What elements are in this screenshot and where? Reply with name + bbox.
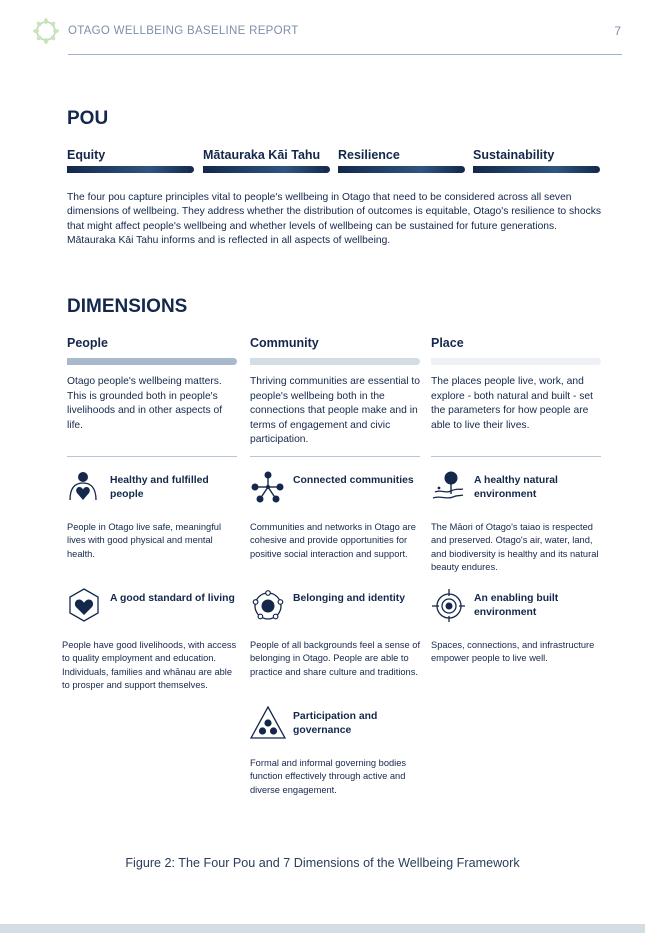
column-bar xyxy=(67,358,237,365)
pou-matauraka xyxy=(203,148,330,173)
column-description: Thriving communities are essential to people's wellbeing both in the connections that people make and in terms of engagement and civic participation. xyxy=(250,376,420,446)
pou-label: Mātauraka Kāi Tahu xyxy=(203,148,321,162)
column-label: Place xyxy=(431,336,464,350)
footer-band xyxy=(0,924,645,933)
pou-label: Sustainability xyxy=(473,148,555,162)
pou-bar xyxy=(67,166,194,173)
network-nodes-icon xyxy=(250,470,284,504)
dimension-description: Spaces, connections, and infrastructure empower people to live well. xyxy=(431,640,595,664)
wreath-logo-icon xyxy=(33,18,59,44)
column-divider xyxy=(250,456,420,457)
dimension-title: Connected communities xyxy=(293,475,414,486)
column-label: Community xyxy=(250,336,319,350)
column-bar xyxy=(250,358,420,365)
pou-bar xyxy=(203,166,330,173)
column-bar xyxy=(431,358,601,365)
pou-sustainability xyxy=(473,148,600,173)
page-number: 7 xyxy=(614,24,621,38)
triangle-people-icon xyxy=(250,706,284,740)
column-description: The places people live, work, and explore - both natural and built - set the parameters for how people are able to live their lives. xyxy=(431,376,593,431)
dimensions-heading: DIMENSIONS xyxy=(67,296,188,317)
dimension-title: Participation and governance xyxy=(293,711,378,736)
header-divider xyxy=(68,54,622,55)
pou-label: Resilience xyxy=(338,148,400,162)
dimension-description: Formal and informal governing bodies function effectively through active and diverse engagement. xyxy=(250,758,407,795)
tree-landscape-icon xyxy=(431,470,465,504)
column-description: Otago people's wellbeing matters. This is grounded both in people's livelihoods and in other aspects of life. xyxy=(67,376,223,431)
dimension-column-people xyxy=(67,336,237,433)
target-crosshair-icon xyxy=(431,588,465,622)
dimension-description: The Māori of Otago's taiao is respected and preserved. Otago's air, water, land, and biodiversity is healthy and its natural beauty endures. xyxy=(431,522,599,573)
pou-description: The four pou capture principles vital to people's wellbeing in Otago that need to be considered across all seven dimensions of wellbeing. They address whether the distribution of outcomes is equitable, Otago's resilience to shocks that might affect people's wellbeing and whether levels of wellbeing can be sustained for future generations. Mātauraka Kāi Tahu informs and is reflected in all aspects of wellbeing. xyxy=(67,192,602,247)
report-title: OTAGO WELLBEING BASELINE REPORT xyxy=(68,25,299,37)
dimension-description: People of all backgrounds feel a sense of belonging in Otago. People are able to practice and share culture and traditions. xyxy=(250,640,421,677)
pou-heading: POU xyxy=(67,108,109,129)
pou-equity xyxy=(67,148,194,173)
pou-bar xyxy=(338,166,465,173)
circle-ring-icon xyxy=(250,588,284,622)
dimension-description: Communities and networks in Otago are cohesive and provide opportunities for positive social interaction and support. xyxy=(250,522,416,559)
dimension-title: An enabling built environment xyxy=(474,593,559,618)
dimension-title: Belonging and identity xyxy=(293,593,405,604)
column-divider xyxy=(67,456,237,457)
dimension-description: People have good livelihoods, with access to quality employment and education. Individuals, families and whānau are able to prosper and support themselves. xyxy=(62,640,237,691)
dimension-title: A good standard of living xyxy=(110,593,235,604)
column-divider xyxy=(431,456,601,457)
dimension-description: People in Otago live safe, meaningful lives with good physical and mental health. xyxy=(67,522,222,559)
dimension-title: Healthy and fulfilled people xyxy=(110,475,209,500)
person-heart-icon xyxy=(67,470,101,504)
pou-bar xyxy=(473,166,600,173)
dimension-column-place xyxy=(431,336,601,433)
column-label: People xyxy=(67,336,108,350)
figure-caption: Figure 2: The Four Pou and 7 Dimensions of the Wellbeing Framework xyxy=(125,856,520,870)
pou-label: Equity xyxy=(67,148,106,162)
dimension-column-community xyxy=(250,336,420,448)
dimension-title: A healthy natural environment xyxy=(474,475,558,500)
pou-resilience xyxy=(338,148,465,173)
hexagon-heart-icon xyxy=(67,588,101,622)
